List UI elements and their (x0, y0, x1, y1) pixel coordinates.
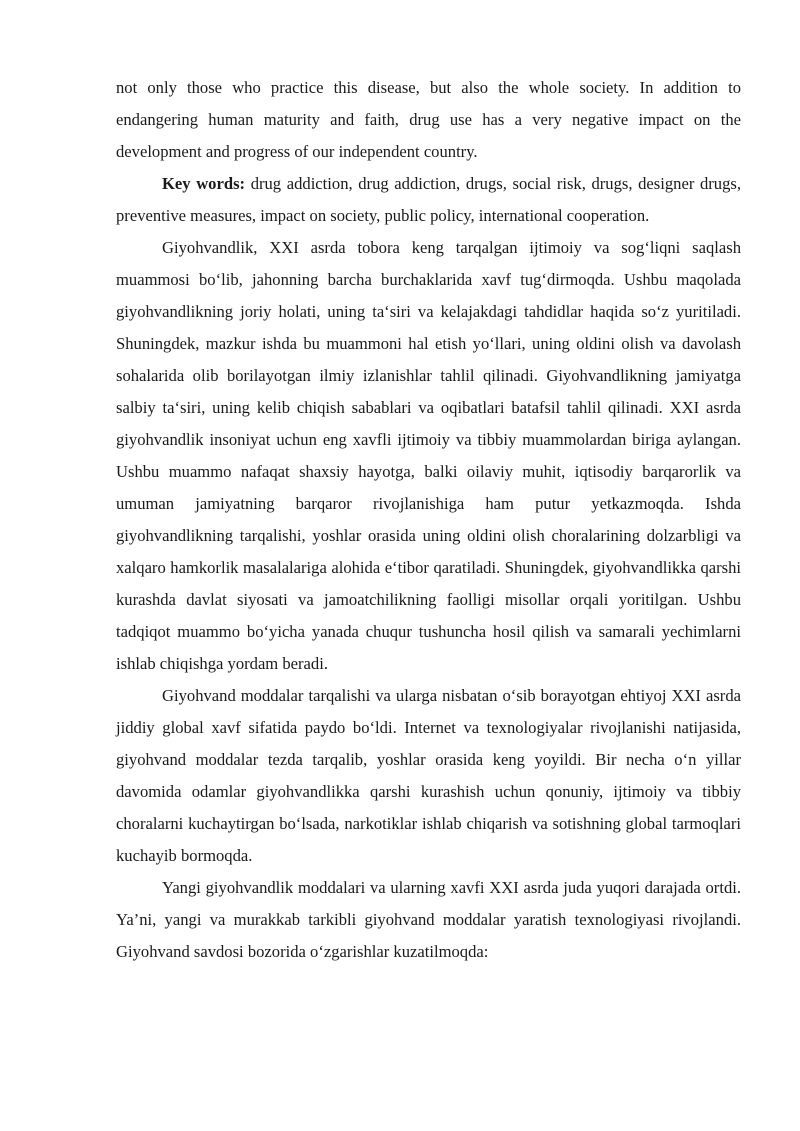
body-paragraph-1: Giyohvandlik, XXI asrda tobora keng tarqalgan ijtimoiy va sog‘liqni saqlash muammosi bo‘lib, jahonning barcha burchaklarida xavf tug‘dirmoqda. Ushbu maqolada giyohvandlikning joriy holati, uning ta‘siri va kelajakdagi tahdidlar haqida so‘z yuritiladi. Shuningdek, mazkur ishda bu muammoni hal etish yo‘llari, uning oldini olish va davolash sohalarida olib borilayotgan ilmiy izlanishlar tahlil qilinadi. Giyohvandlikning jamiyatga salbiy ta‘siri, uning kelib chiqish sabablari va oqibatlari batafsil tahlil qilinadi. XXI asrda giyohvandlik insoniyat uchun eng xavfli ijtimoiy va tibbiy muammolardan biriga aylangan. Ushbu muammo nafaqat shaxsiy hayotga, balki oilaviy muhit, iqtisodiy barqarorlik va umuman jamiyatning barqaror rivojlanishiga ham putur yetkazmoqda. Ishda giyohvandlikning tarqalishi, yoshlar orasida uning oldini olish choralarining dolzarbligi va xalqaro hamkorlik masalalariga alohida e‘tibor qaratiladi. Shuningdek, giyohvandlikka qarshi kurashda davlat siyosati va jamoatchilikning faolligi misollar orqali yoritilgan. Ushbu tadqiqot muammo bo‘yicha yanada chuqur tushuncha hosil qilish va samarali yechimlarni ishlab chiqishga yordam beradi. (116, 238, 741, 673)
body-paragraph-2: Giyohvand moddalar tarqalishi va ularga nisbatan o‘sib borayotgan ehtiyoj XXI asrda jiddiy global xavf sifatida paydo bo‘ldi. Internet va texnologiyalar rivojlanishi natijasida, giyohvand moddalar tezda tarqalib, yoshlar orasida keng yoyildi. Bir necha o‘n yillar davomida odamlar giyohvandlikka qarshi kurashish uchun qonuniy, ijtimoiy va tibbiy choralarni kuchaytirgan bo‘lsada, narkotiklar ishlab chiqarish va sotishning global tarmoqlari kuchayib bormoqda. (116, 686, 741, 865)
keywords-label: Key words: (162, 174, 246, 193)
document-page (116, 72, 741, 968)
keywords-paragraph (116, 168, 741, 232)
abstract-continuation: not only those who practice this disease, but also the whole society. In addition to endangering human maturity and faith, drug use has a very negative impact on the development and progress of our independent country. (116, 78, 741, 161)
keywords-text: drug addiction, drug addiction, drugs, social risk, drugs, designer drugs, preventive measures, impact on society, public policy, international cooperation. (116, 174, 742, 225)
body-paragraph-3: Yangi giyohvandlik moddalari va ularning xavfi XXI asrda juda yuqori darajada ortdi. Ya’ni, yangi va murakkab tarkibli giyohvand moddalar yaratish texnologiyasi rivojlandi. Giyohvand savdosi bozorida o‘zgarishlar kuzatilmoqda: (116, 878, 741, 961)
